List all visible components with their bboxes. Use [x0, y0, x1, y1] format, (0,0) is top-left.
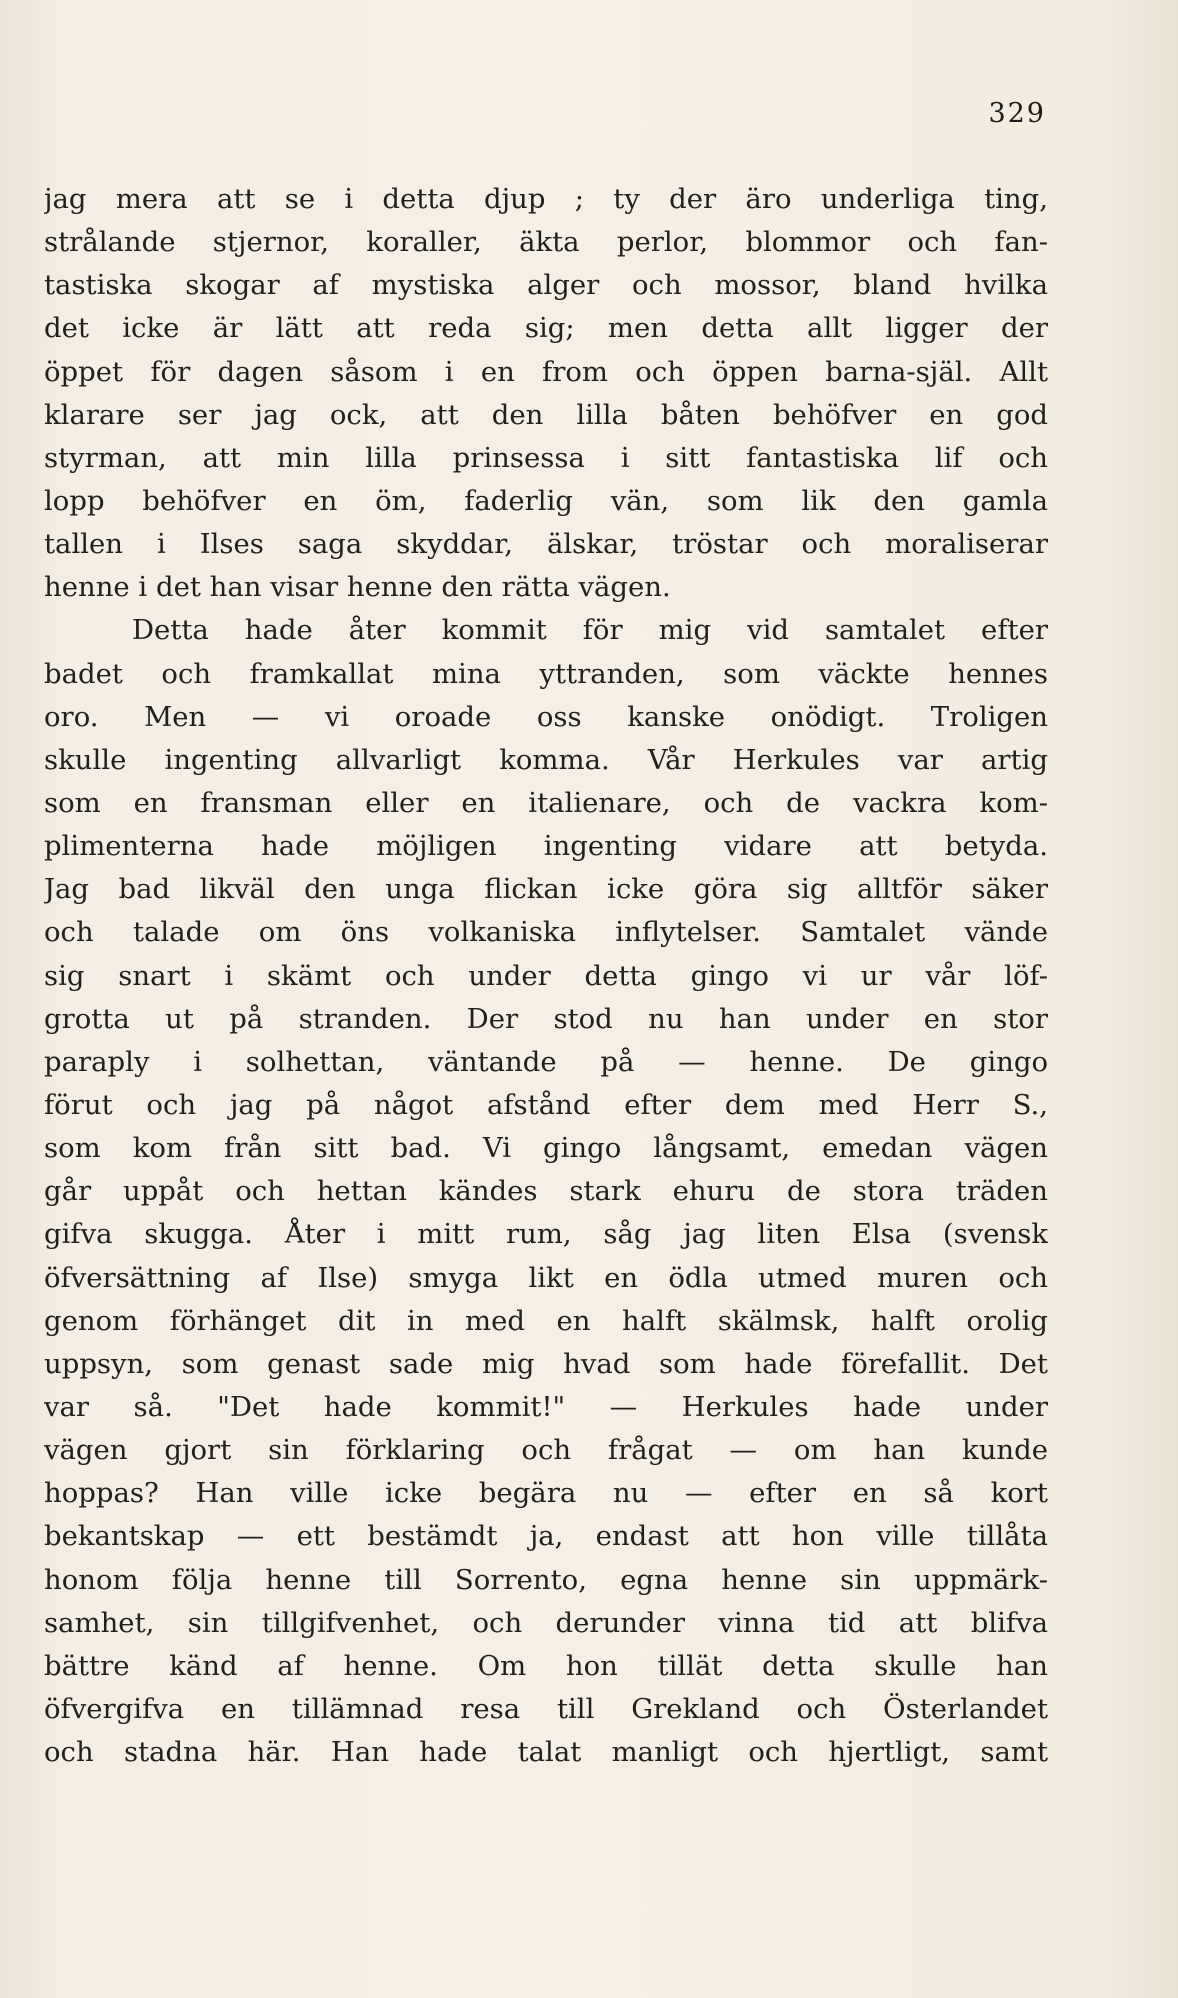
- text-line: bättre känd af henne. Om hon tillät detta skulle han: [44, 1649, 1048, 1682]
- text-line: bekantskap — ett bestämdt ja, endast att hon ville tillåta: [44, 1520, 1048, 1553]
- text-line: tastiska skogar af mystiska alger och mossor, bland hvilka: [44, 269, 1048, 302]
- body-text: [44, 178, 1048, 1774]
- text-line: Detta hade åter kommit för mig vid samtalet efter: [132, 614, 1048, 647]
- text-line: strålande stjernor, koraller, äkta perlor, blommor och fan-: [44, 226, 1048, 259]
- page-number: 329: [988, 98, 1046, 129]
- text-line: förut och jag på något afstånd efter dem med Herr S.,: [44, 1088, 1048, 1121]
- text-line: öfversättning af Ilse) smyga likt en ödla utmed muren och: [44, 1261, 1048, 1294]
- text-line: öfvergifva en tillämnad resa till Grekland och Österlandet: [44, 1692, 1048, 1725]
- text-line: henne i det han visar henne den rätta vägen.: [44, 571, 671, 604]
- text-line: och stadna här. Han hade talat manligt och hjertligt, samt: [44, 1736, 1048, 1769]
- text-line: vägen gjort sin förklaring och frågat — om han kunde: [44, 1434, 1048, 1467]
- text-line: plimenterna hade möjligen ingenting vidare att betyda.: [44, 830, 1048, 863]
- text-line: hoppas? Han ville icke begära nu — efter en så kort: [44, 1477, 1048, 1510]
- text-line: paraply i solhettan, väntande på — henne. De gingo: [44, 1045, 1048, 1078]
- text-line: som en fransman eller en italienare, och de vackra kom-: [44, 786, 1048, 819]
- text-line: sig snart i skämt och under detta gingo vi ur vår löf-: [44, 959, 1048, 992]
- text-line: går uppåt och hettan kändes stark ehuru de stora träden: [44, 1175, 1048, 1208]
- text-line: styrman, att min lilla prinsessa i sitt fantastiska lif och: [44, 441, 1048, 474]
- text-line: var så. "Det hade kommit!" — Herkules hade under: [44, 1390, 1048, 1423]
- text-line: gifva skugga. Åter i mitt rum, såg jag liten Elsa (svensk: [44, 1218, 1048, 1251]
- text-line: och talade om öns volkaniska inflytelser. Samtalet vände: [44, 916, 1048, 949]
- text-line: det icke är lätt att reda sig; men detta allt ligger der: [44, 312, 1048, 345]
- text-line: klarare ser jag ock, att den lilla båten behöfver en god: [44, 398, 1048, 431]
- text-line: uppsyn, som genast sade mig hvad som hade förefallit. Det: [44, 1347, 1048, 1380]
- text-line: samhet, sin tillgifvenhet, och derunder vinna tid att blifva: [44, 1606, 1048, 1639]
- text-line: genom förhänget dit in med en halft skälmsk, halft orolig: [44, 1304, 1048, 1337]
- text-line: oro. Men — vi oroade oss kanske onödigt. Troligen: [44, 700, 1048, 733]
- text-line: lopp behöfver en öm, faderlig vän, som lik den gamla: [44, 484, 1048, 517]
- text-line: öppet för dagen såsom i en from och öppen barna-själ. Allt: [44, 355, 1048, 388]
- text-line: Jag bad likväl den unga flickan icke göra sig alltför säker: [44, 873, 1048, 906]
- text-line: skulle ingenting allvarligt komma. Vår Herkules var artig: [44, 743, 1048, 776]
- text-line: honom följa henne till Sorrento, egna henne sin uppmärk-: [44, 1563, 1048, 1596]
- text-line: jag mera att se i detta djup ; ty der äro underliga ting,: [44, 183, 1048, 215]
- text-line: som kom från sitt bad. Vi gingo långsamt, emedan vägen: [44, 1132, 1048, 1165]
- text-line: tallen i Ilses saga skyddar, älskar, tröstar och moraliserar: [44, 528, 1048, 561]
- text-line: grotta ut på stranden. Der stod nu han under en stor: [44, 1002, 1048, 1035]
- text-line: badet och framkallat mina yttranden, som väckte hennes: [44, 657, 1048, 690]
